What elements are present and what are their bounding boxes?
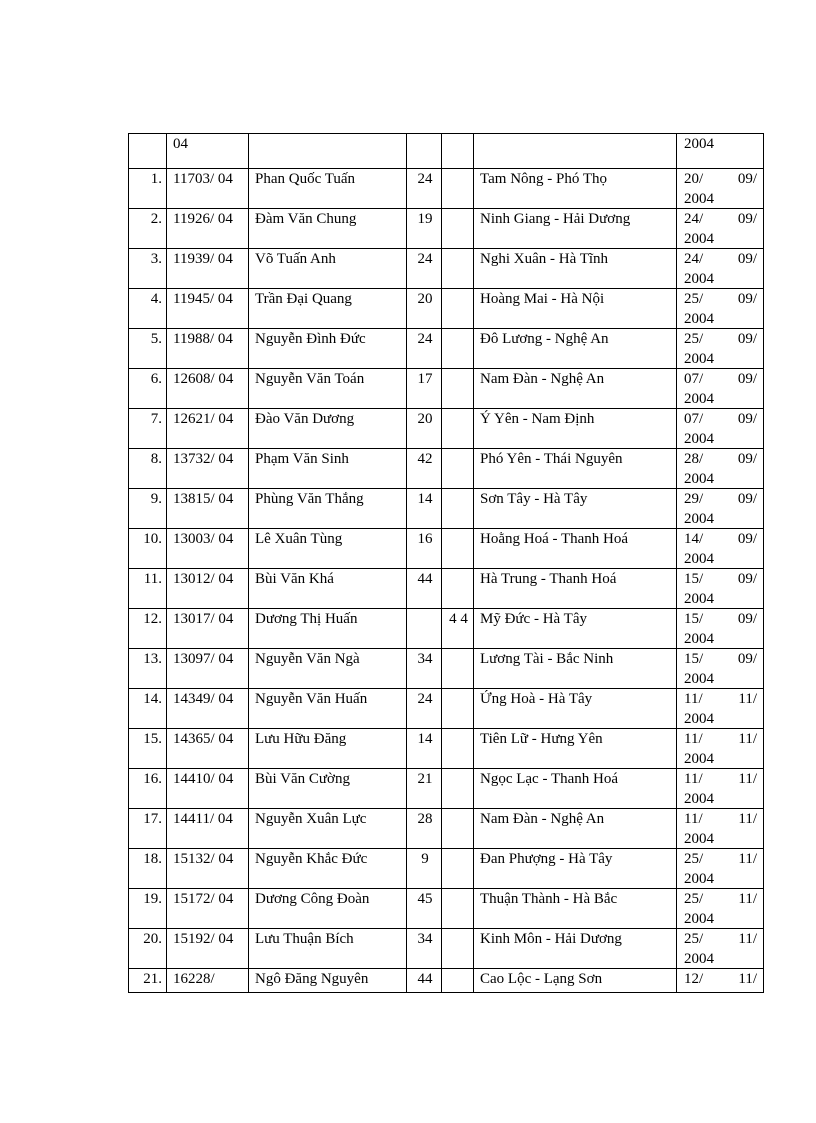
date-month: 11/ [738,971,757,987]
date-day: 07/ [684,371,704,387]
date-month: 09/ [737,451,757,467]
date-year: 2004 [684,871,714,887]
cell-age-female [442,889,474,929]
date-year: 2004 [684,791,714,807]
date-day: 25/ [684,891,704,907]
table-row [129,209,764,249]
cell-age: 14 [407,489,442,529]
cell-code: 14365/ 04 [167,729,249,769]
cell-index: 21. [129,969,167,993]
cell-age-female [442,929,474,969]
cell-date [677,649,764,689]
cell-code: 15192/ 04 [167,929,249,969]
cell-age-female [442,689,474,729]
cell-place: Sơn Tây - Hà Tây [474,489,677,529]
cell-name: Nguyễn Khắc Đức [249,849,407,889]
date-day: 25/ [684,331,704,347]
cell-place: Thuận Thành - Hà Bắc [474,889,677,929]
cell-age [407,134,442,169]
cell-date [677,489,764,529]
table-row-partial [129,969,764,993]
cell-date [677,134,764,169]
cell-place: Ứng Hoà - Hà Tây [474,689,677,729]
cell-age-female [442,809,474,849]
cell-name: Lưu Thuận Bích [249,929,407,969]
cell-code: 13012/ 04 [167,569,249,609]
cell-age: 20 [407,289,442,329]
cell-age-female [442,649,474,689]
cell-date [677,329,764,369]
cell-age: 34 [407,649,442,689]
table-row [129,769,764,809]
cell-name: Nguyễn Văn Huấn [249,689,407,729]
cell-date [677,569,764,609]
cell-code: 14410/ 04 [167,769,249,809]
cell-age-female [442,489,474,529]
cell-code: 16228/ [167,969,249,993]
cell-age: 16 [407,529,442,569]
cell-age: 19 [407,209,442,249]
cell-age-female [442,329,474,369]
date-month: 09/ [737,251,757,267]
cell-name: Phan Quốc Tuấn [249,169,407,209]
date-year: 2004 [684,831,714,847]
date-year: 2004 [684,391,714,407]
cell-code: 11939/ 04 [167,249,249,289]
table-row [129,689,764,729]
table-row [129,849,764,889]
cell-age: 44 [407,969,442,993]
date-year: 2004 [684,751,714,767]
cell-place: Hà Trung - Thanh Hoá [474,569,677,609]
date-day: 12/ [684,971,704,987]
table-row-continued [129,134,764,169]
table-row [129,369,764,409]
cell-place: Hoằng Hoá - Thanh Hoá [474,529,677,569]
date-month: 11/ [738,931,757,947]
cell-place: Đô Lương - Nghệ An [474,329,677,369]
cell-code: 11926/ 04 [167,209,249,249]
cell-age: 24 [407,169,442,209]
cell-name: Bùi Văn Khá [249,569,407,609]
date-month: 09/ [737,291,757,307]
cell-place: Cao Lộc - Lạng Sơn [474,969,677,993]
cell-age: 44 [407,569,442,609]
date-month: 11/ [738,771,757,787]
date-day: 25/ [684,931,704,947]
cell-code: 11988/ 04 [167,329,249,369]
records-table-body [129,134,764,993]
cell-name: Trần Đại Quang [249,289,407,329]
cell-code: 13097/ 04 [167,649,249,689]
cell-age-female [442,569,474,609]
cell-code: 14411/ 04 [167,809,249,849]
cell-index: 4. [129,289,167,329]
cell-name: Nguyễn Xuân Lực [249,809,407,849]
cell-age [407,609,442,649]
table-row [129,449,764,489]
table-row [129,289,764,329]
date-month: 09/ [737,371,757,387]
date-day: 29/ [684,491,704,507]
cell-age: 42 [407,449,442,489]
cell-age-female [442,769,474,809]
date-year: 2004 [684,631,714,647]
cell-name: Lưu Hữu Đăng [249,729,407,769]
date-day: 15/ [684,571,704,587]
cell-index: 11. [129,569,167,609]
cell-age: 17 [407,369,442,409]
cell-age: 24 [407,689,442,729]
date-month: 11/ [738,731,757,747]
cell-name: Đào Văn Dương [249,409,407,449]
cell-index: 3. [129,249,167,289]
table-row [129,889,764,929]
date-year: 2004 [684,311,714,327]
date-day: 11/ [684,771,703,787]
cell-place: Nam Đàn - Nghệ An [474,809,677,849]
date-year: 2004 [684,511,714,527]
date-day: 24/ [684,211,704,227]
date-day: 25/ [684,851,704,867]
cell-place: Mỹ Đức - Hà Tây [474,609,677,649]
date-day: 20/ [684,171,704,187]
cell-place: Nam Đàn - Nghệ An [474,369,677,409]
cell-index: 13. [129,649,167,689]
date-year: 2004 [684,551,714,567]
date-year: 2004 [684,471,714,487]
date-day: 07/ [684,411,704,427]
table-row [129,169,764,209]
date-month: 09/ [737,331,757,347]
cell-age: 20 [407,409,442,449]
cell-age-female [442,729,474,769]
cell-place: Tam Nông - Phó Thọ [474,169,677,209]
cell-place: Lương Tài - Bắc Ninh [474,649,677,689]
cell-code: 13815/ 04 [167,489,249,529]
date-month: 09/ [737,411,757,427]
cell-index: 16. [129,769,167,809]
table-row [129,609,764,649]
table-row [129,329,764,369]
cell-name: Nguyễn Văn Toán [249,369,407,409]
date-year: 2004 [684,191,714,207]
cell-place: Nghi Xuân - Hà Tĩnh [474,249,677,289]
cell-date [677,449,764,489]
cell-name: Đàm Văn Chung [249,209,407,249]
cell-place: Ngọc Lạc - Thanh Hoá [474,769,677,809]
cell-age: 21 [407,769,442,809]
cell-name: Dương Công Đoàn [249,889,407,929]
cell-index: 14. [129,689,167,729]
cell-date [677,929,764,969]
cell-age-female [442,289,474,329]
date-day: 11/ [684,731,703,747]
cell-age: 9 [407,849,442,889]
cell-age: 34 [407,929,442,969]
date-month: 09/ [737,211,757,227]
cell-age-female [442,449,474,489]
cell-date [677,529,764,569]
cell-name: Bùi Văn Cường [249,769,407,809]
date-day: 14/ [684,531,704,547]
cell-age: 24 [407,329,442,369]
table-row [129,529,764,569]
date-month: 11/ [738,851,757,867]
cell-date [677,169,764,209]
cell-name: Lê Xuân Tùng [249,529,407,569]
cell-date [677,889,764,929]
cell-code: 12608/ 04 [167,369,249,409]
date-year: 2004 [684,951,714,967]
cell-place: Tiên Lữ - Hưng Yên [474,729,677,769]
cell-date [677,809,764,849]
cell-age-female [442,849,474,889]
cell-code: 15172/ 04 [167,889,249,929]
cell-date [677,609,764,649]
date-year: 2004 [684,231,714,247]
cell-name: Phạm Văn Sinh [249,449,407,489]
cell-place: Ý Yên - Nam Định [474,409,677,449]
cell-index: 8. [129,449,167,489]
date-month: 09/ [737,171,757,187]
cell-name: Ngô Đăng Nguyên [249,969,407,993]
date-year: 2004 [684,671,714,687]
cell-age-female [442,209,474,249]
date-day: 28/ [684,451,704,467]
cell-index: 1. [129,169,167,209]
cell-name: Võ Tuấn Anh [249,249,407,289]
date-month: 11/ [738,811,757,827]
date-year: 2004 [684,136,714,152]
cell-code: 13732/ 04 [167,449,249,489]
date-year: 2004 [684,351,714,367]
table-row [129,729,764,769]
cell-age: 45 [407,889,442,929]
cell-name: Dương Thị Huấn [249,609,407,649]
cell-date [677,849,764,889]
cell-index: 12. [129,609,167,649]
cell-date [677,729,764,769]
cell-index: 9. [129,489,167,529]
cell-age-female [442,409,474,449]
cell-place: Đan Phượng - Hà Tây [474,849,677,889]
cell-date [677,969,764,993]
cell-code: 13017/ 04 [167,609,249,649]
cell-code: 13003/ 04 [167,529,249,569]
cell-name: Phùng Văn Thắng [249,489,407,529]
table-row [129,489,764,529]
date-day: 15/ [684,651,704,667]
cell-index: 7. [129,409,167,449]
table-row [129,649,764,689]
cell-age-female [442,369,474,409]
cell-index: 2. [129,209,167,249]
date-day: 24/ [684,251,704,267]
cell-age: 28 [407,809,442,849]
cell-date [677,209,764,249]
cell-date [677,689,764,729]
cell-date [677,769,764,809]
cell-date [677,289,764,329]
cell-place [474,134,677,169]
date-year: 2004 [684,911,714,927]
cell-code: 12621/ 04 [167,409,249,449]
cell-age-female [442,249,474,289]
cell-index: 10. [129,529,167,569]
cell-age: 14 [407,729,442,769]
date-day: 11/ [684,691,703,707]
date-month: 09/ [737,611,757,627]
cell-code: 11703/ 04 [167,169,249,209]
cell-name: Nguyễn Văn Ngà [249,649,407,689]
cell-code: 15132/ 04 [167,849,249,889]
cell-index: 15. [129,729,167,769]
cell-date [677,369,764,409]
records-table [128,133,764,993]
cell-index: 5. [129,329,167,369]
date-day: 15/ [684,611,704,627]
date-day: 11/ [684,811,703,827]
date-month: 09/ [737,571,757,587]
table-row [129,409,764,449]
cell-age-female [442,134,474,169]
cell-index: 17. [129,809,167,849]
cell-index: 6. [129,369,167,409]
cell-age-female [442,529,474,569]
date-year: 2004 [684,271,714,287]
cell-place: Kinh Môn - Hải Dương [474,929,677,969]
date-day: 25/ [684,291,704,307]
cell-index [129,134,167,169]
table-row [129,569,764,609]
cell-age-female [442,969,474,993]
cell-place: Phó Yên - Thái Nguyên [474,449,677,489]
cell-age-female: 4 4 [442,609,474,649]
table-row [129,929,764,969]
date-month: 11/ [738,691,757,707]
date-year: 2004 [684,711,714,727]
cell-place: Hoàng Mai - Hà Nội [474,289,677,329]
cell-code: 04 [167,134,249,169]
cell-index: 20. [129,929,167,969]
date-month: 09/ [737,491,757,507]
cell-place: Ninh Giang - Hải Dương [474,209,677,249]
cell-code: 14349/ 04 [167,689,249,729]
cell-date [677,409,764,449]
cell-date [677,249,764,289]
cell-name [249,134,407,169]
cell-name: Nguyễn Đình Đức [249,329,407,369]
cell-index: 19. [129,889,167,929]
table-row [129,249,764,289]
date-month: 11/ [738,891,757,907]
date-month: 09/ [737,651,757,667]
cell-age: 24 [407,249,442,289]
date-year: 2004 [684,431,714,447]
table-row [129,809,764,849]
cell-code: 11945/ 04 [167,289,249,329]
date-month: 09/ [737,531,757,547]
date-year: 2004 [684,591,714,607]
cell-index: 18. [129,849,167,889]
cell-age-female [442,169,474,209]
